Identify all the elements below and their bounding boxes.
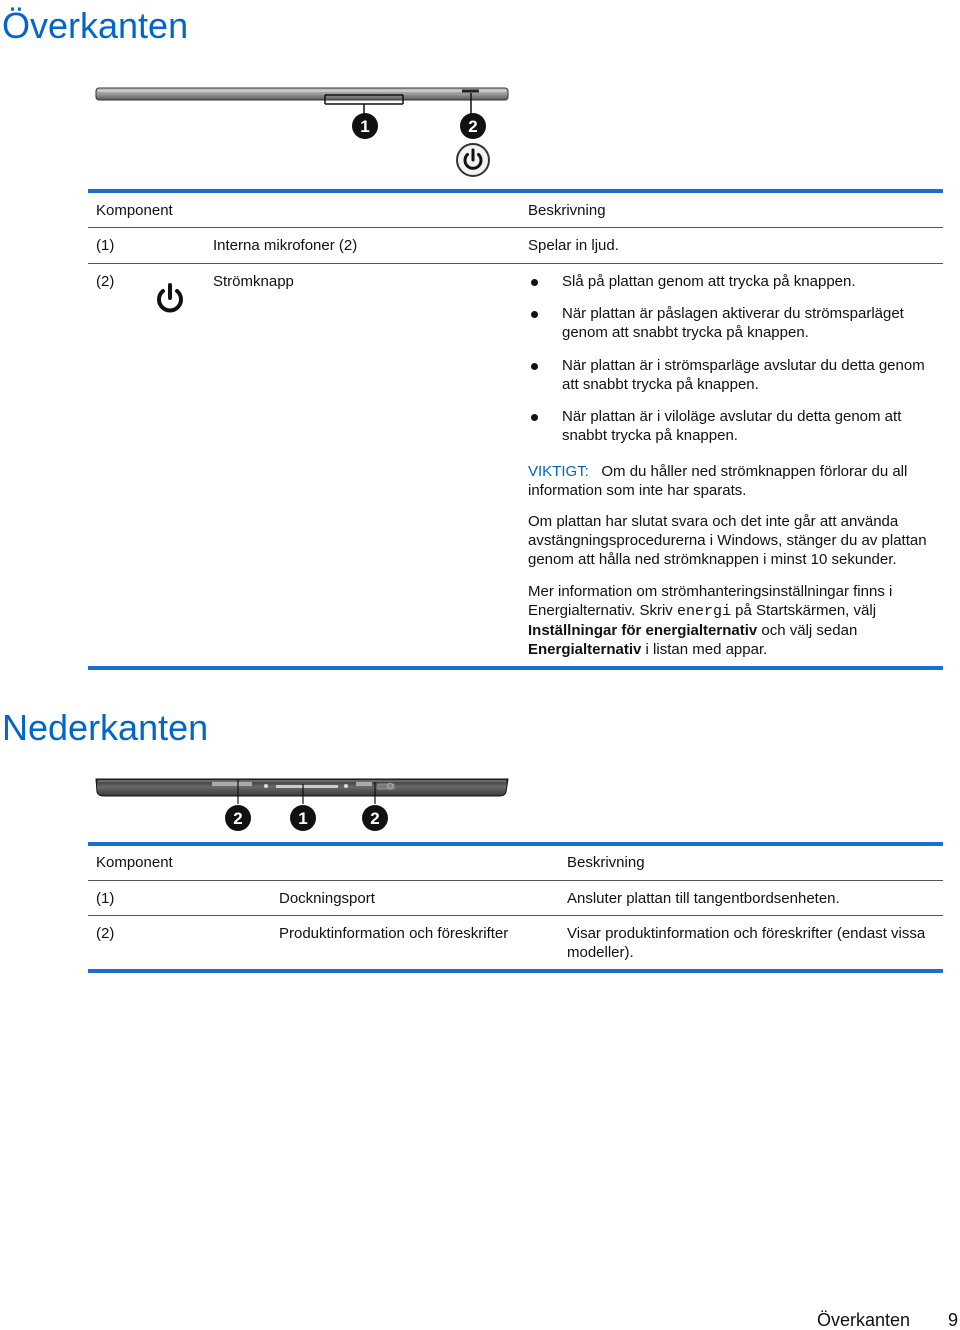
bullet-text: När plattan är i viloläge avslutar du detta genom att snabbt trycka på knappen. <box>562 408 902 444</box>
row-number: (2) <box>96 273 115 290</box>
callout-leaders <box>230 778 390 806</box>
app-name: Energialternativ <box>528 641 642 658</box>
callout-label: 2 <box>233 809 243 828</box>
important-label: VIKTIGT: <box>528 463 589 480</box>
bullet <box>531 279 538 286</box>
row-description: Visar produktinformation och föreskrifter (endast vissa modeller). <box>567 925 926 961</box>
table-top-rule <box>88 189 943 193</box>
table-bottom-rule <box>88 666 943 670</box>
row-description: Spelar in ljud. <box>528 237 619 254</box>
col-header-component: Komponent <box>96 202 173 219</box>
bullet <box>531 363 538 370</box>
more-info-paragraph <box>528 582 928 659</box>
table-bottom-rule <box>88 969 943 973</box>
row-divider <box>88 915 943 916</box>
callout-label: 2 <box>468 117 478 136</box>
bullet-text: Slå på plattan genom att trycka på knappen. <box>562 273 856 290</box>
top-edge-illustration <box>94 82 514 182</box>
important-text: Om du håller ned strömknappen förlorar du all information som inte har sparats. <box>528 463 908 499</box>
callout-1-top <box>351 112 379 140</box>
page-number: 9 <box>948 1310 959 1330</box>
more-info-text: Mer information om strömhanteringsinställningar finns i Energialternativ. Skriv <box>528 583 893 619</box>
power-icon <box>153 282 187 316</box>
row-number: (1) <box>96 237 115 254</box>
search-term: energi <box>676 603 731 620</box>
callout-label: 1 <box>298 809 308 828</box>
more-info-text: och välj sedan <box>761 622 858 639</box>
settings-option: Inställningar för energialternativ <box>528 622 758 639</box>
more-info-text: på Startskärmen, välj <box>735 602 877 619</box>
callout-1-bottom <box>289 804 317 832</box>
callout-label: 1 <box>360 117 370 136</box>
power-icon <box>455 142 491 178</box>
row-component-name: Dockningsport <box>279 890 375 907</box>
row-description: Ansluter plattan till tangentbordsenheten. <box>567 890 840 907</box>
header-divider <box>88 227 943 228</box>
bullet-text: När plattan är påslagen aktiverar du strömsparläget genom att snabbt trycka på knappen. <box>562 305 904 341</box>
row-component-name: Strömknapp <box>213 273 294 290</box>
header-divider <box>88 880 943 881</box>
callout-label: 2 <box>370 809 380 828</box>
row-number: (2) <box>96 925 115 942</box>
row-component-name: Interna mikrofoner (2) <box>213 237 358 254</box>
callout-2-top <box>459 112 487 140</box>
col-header-description: Beskrivning <box>528 202 606 219</box>
bullet <box>531 414 538 421</box>
unresponsive-paragraph: Om plattan har slutat svara och det inte går att använda avstängningsprocedurerna i Windows, stänger du av plattan genom att hålla ned strömknappen i minst 10 sekunder. <box>528 513 927 568</box>
table-top-rule <box>88 842 943 846</box>
important-note <box>528 462 928 500</box>
section-title-top-edge: Överkanten <box>2 5 189 46</box>
row-divider <box>88 263 943 264</box>
bullet <box>531 311 538 318</box>
bullet-text: När plattan är i strömsparläge avslutar du detta genom att snabbt trycka på knappen. <box>562 357 925 393</box>
row-number: (1) <box>96 890 115 907</box>
callout-2-bottom-left <box>224 804 252 832</box>
col-header-description: Beskrivning <box>567 854 645 871</box>
callout-2-bottom-right <box>361 804 389 832</box>
section-title-bottom-edge: Nederkanten <box>2 707 209 748</box>
row-component-name: Produktinformation och föreskrifter <box>279 925 509 942</box>
col-header-component: Komponent <box>96 854 173 871</box>
more-info-text: i listan med appar. <box>645 641 768 658</box>
footer-section-label: Överkanten <box>817 1310 911 1330</box>
